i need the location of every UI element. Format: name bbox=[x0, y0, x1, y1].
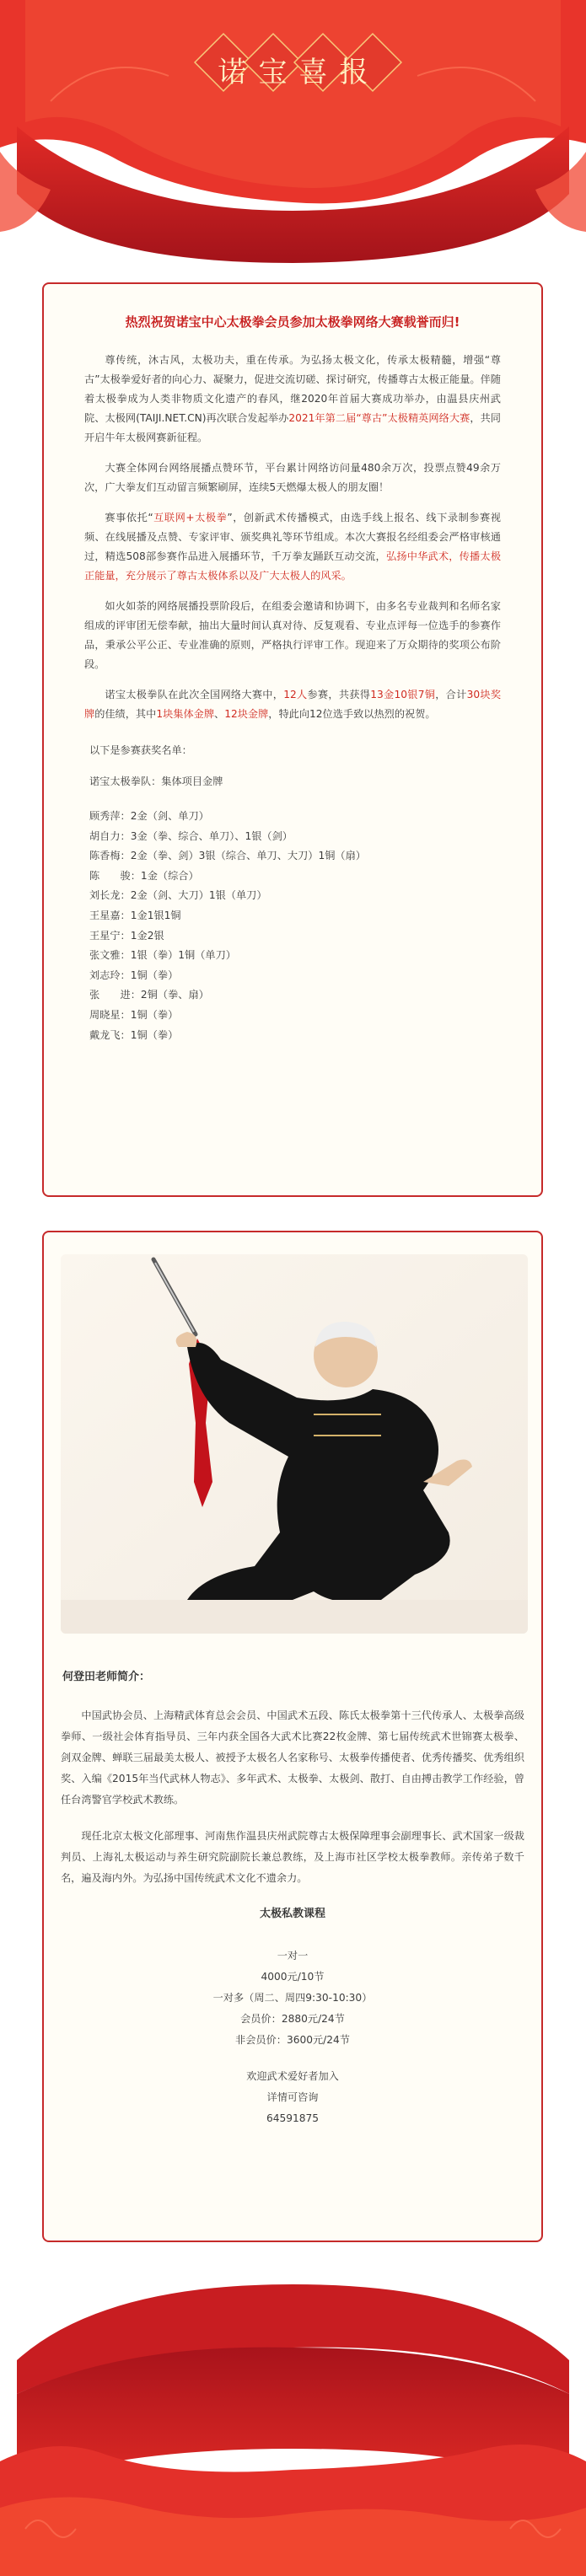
course-title: 太极私教课程 bbox=[259, 1908, 325, 1920]
course-line: 非会员价：3600元/24节 bbox=[235, 2034, 350, 2046]
list-item: 王星嘉：1金1银1铜 bbox=[89, 909, 181, 921]
news-paragraph-1 bbox=[84, 351, 501, 448]
list-item: 胡自力：3金（拳、综合、单刀）、1银（剑） bbox=[89, 829, 293, 842]
list-item: 陈 骏：1金（综合） bbox=[89, 869, 199, 882]
p5-text-c: ，合计 bbox=[435, 689, 467, 700]
p1-text-a: 尊传统，沐古风，太极功夫，重在传承。为弘扬太极文化，传承太极精髓，增强“尊古”太极拳爱好者的向心力、凝聚力，促进交流切磋、探讨研究，传播尊古太极正能量。伴随着太极拳成为人类非物质文化遗产的春风，继2020年首届大赛成功举办，由温县庆州武院、太极网(TAIJI.NET.CN)再次联合发起举办 bbox=[84, 354, 501, 424]
course-line: 会员价：2880元/24节 bbox=[240, 2013, 345, 2025]
p5-highlight-5: 12块金牌 bbox=[224, 708, 269, 720]
news-paragraph-5 bbox=[84, 685, 501, 724]
list-item: 戴龙飞：1铜（拳） bbox=[89, 1028, 179, 1041]
news-card bbox=[42, 282, 543, 1197]
news-paragraph-2: 大赛全体网台网络展播点赞环节，平台累计网络访问量480余万次，投票点赞49余万次，广大拳友们互动留言频繁刷屏，连续5天燃爆太极人的朋友圈！ bbox=[84, 462, 501, 493]
news-paragraph-3 bbox=[84, 508, 501, 586]
course-line: 一对多（周二、周四9:30-10:30） bbox=[212, 1992, 373, 2004]
contact-line: 详情可咨询 bbox=[266, 2091, 319, 2103]
course-line: 4000元/10节 bbox=[261, 1971, 325, 1983]
list-item: 刘长龙：2金（剑、大刀）1银（单刀） bbox=[89, 889, 267, 902]
page-title: 诺宝喜报 bbox=[218, 56, 380, 89]
p5-highlight-3: 30块奖牌 bbox=[84, 689, 502, 720]
teacher-bio-1: 中国武协会员、上海精武体育总会会员、中国武术五段、陈氏太极拳第十三代传承人、太极拳高级拳师、一级社会体育指导员、三年内获全国各大武术比赛22枚金牌、第七届传统武术世锦赛太极拳、剑双金牌、蝉联三届最美太极人、被授予太极名人名家称号、太极拳传播使者、优秀传播奖、优秀组织奖、入编《2015年当代武林人物志》、多年武术、太极拳、太极剑、散打、自由搏击教学工作经验，曾任台湾警官学校武术教练。 bbox=[61, 1709, 524, 1806]
teacher-photo bbox=[61, 1254, 528, 1634]
teacher-card bbox=[42, 1231, 543, 2242]
winners-list bbox=[84, 807, 501, 1045]
p5-text-a: 诺宝太极拳队在此次全国网络大赛中， bbox=[105, 689, 284, 700]
contact-phone: 64591875 bbox=[266, 2112, 320, 2124]
p3-text-b: ”，创新武术传播模式，由选手线上报名、线下录制参赛视频、在线展播及点赞、专家评审、颁奖典礼等环节组成。本次大赛报名经组委会严格审核通过，精选508部参赛作品进入展播环节，千万拳友踊跃互动交流， bbox=[84, 512, 501, 562]
header-decoration bbox=[0, 0, 586, 278]
teacher-bio-2: 现任北京太极文化部理事、河南焦作温县庆州武院尊古太极保障理事会副理事长、武术国家一级裁判员、上海礼太极运动与养生研究院副院长兼总教练，及上海市社区学校太极拳教师。亲传弟子数千名，遍及海内外。为弘扬中国传统武术文化不遗余力。 bbox=[61, 1830, 524, 1884]
contact-line: 欢迎武术爱好者加入 bbox=[246, 2070, 339, 2082]
footer-decoration bbox=[0, 2267, 586, 2576]
winners-list-title: 以下是参赛获奖名单： bbox=[89, 744, 192, 756]
title-wrap bbox=[0, 49, 586, 90]
p5-highlight-1: 12人 bbox=[283, 689, 308, 700]
team-award: 诺宝太极拳队：集体项目金牌 bbox=[89, 775, 223, 787]
news-paragraph-4: 如火如荼的网络展播投票阶段后，在组委会邀请和协调下，由多名专业裁判和名师名家组成的评审团无偿奉献，抽出大量时间认真对待、反复观看、专业点评每一位选手的参赛作品，秉承公平公正、专业准确的原则，严格执行评审工作。现迎来了万众期待的奖项公布阶段。 bbox=[84, 600, 501, 670]
p5-highlight-2: 13金10银7铜 bbox=[370, 689, 436, 700]
list-item: 顾秀萍：2金（剑、单刀） bbox=[89, 810, 209, 822]
list-item: 周晓星：1铜（拳） bbox=[89, 1008, 179, 1021]
list-item: 张 进：2铜（拳、扇） bbox=[89, 989, 209, 1001]
list-item: 刘志玲：1铜（拳） bbox=[89, 969, 179, 981]
news-headline: 热烈祝贺诺宝中心太极拳会员参加太极拳网络大赛载誉而归! bbox=[125, 314, 460, 330]
teacher-bio-title: 何登田老师简介： bbox=[62, 1671, 151, 1683]
p5-text-d: 的佳绩，其中 bbox=[94, 708, 157, 720]
p5-text-b: 参赛，共获得 bbox=[307, 689, 371, 700]
spacer bbox=[61, 2051, 524, 2066]
course-line: 一对一 bbox=[277, 1950, 309, 1962]
list-item: 王星宁：1金2银 bbox=[89, 929, 164, 942]
p5-text-e: 、 bbox=[214, 708, 225, 720]
list-item: 张文雅：1银（拳）1铜（单刀） bbox=[89, 949, 236, 962]
tai-chi-master-image bbox=[61, 1254, 528, 1634]
p5-text-f: ，特此向12位选手致以热烈的祝贺。 bbox=[268, 708, 436, 720]
p5-highlight-4: 1块集体金牌 bbox=[156, 708, 215, 720]
p3-highlight-2: 弘扬中华武术，传播太极正能量，充分展示了尊古太极体系以及广大太极人的风采。 bbox=[84, 550, 502, 582]
list-item: 陈香梅：2金（拳、剑）3银（综合、单刀、大刀）1铜（扇） bbox=[89, 850, 366, 862]
p1-highlight: 2021年第二届“尊古”太极精英网络大赛 bbox=[288, 412, 470, 424]
p3-highlight-1: 互联网+太极拳 bbox=[153, 512, 228, 523]
footer-banner bbox=[0, 2267, 586, 2576]
header-banner bbox=[0, 0, 586, 278]
p3-text-a: 赛事依托“ bbox=[105, 512, 153, 523]
p1-text-b: ，共同开启牛年太极网赛新征程。 bbox=[84, 412, 501, 443]
